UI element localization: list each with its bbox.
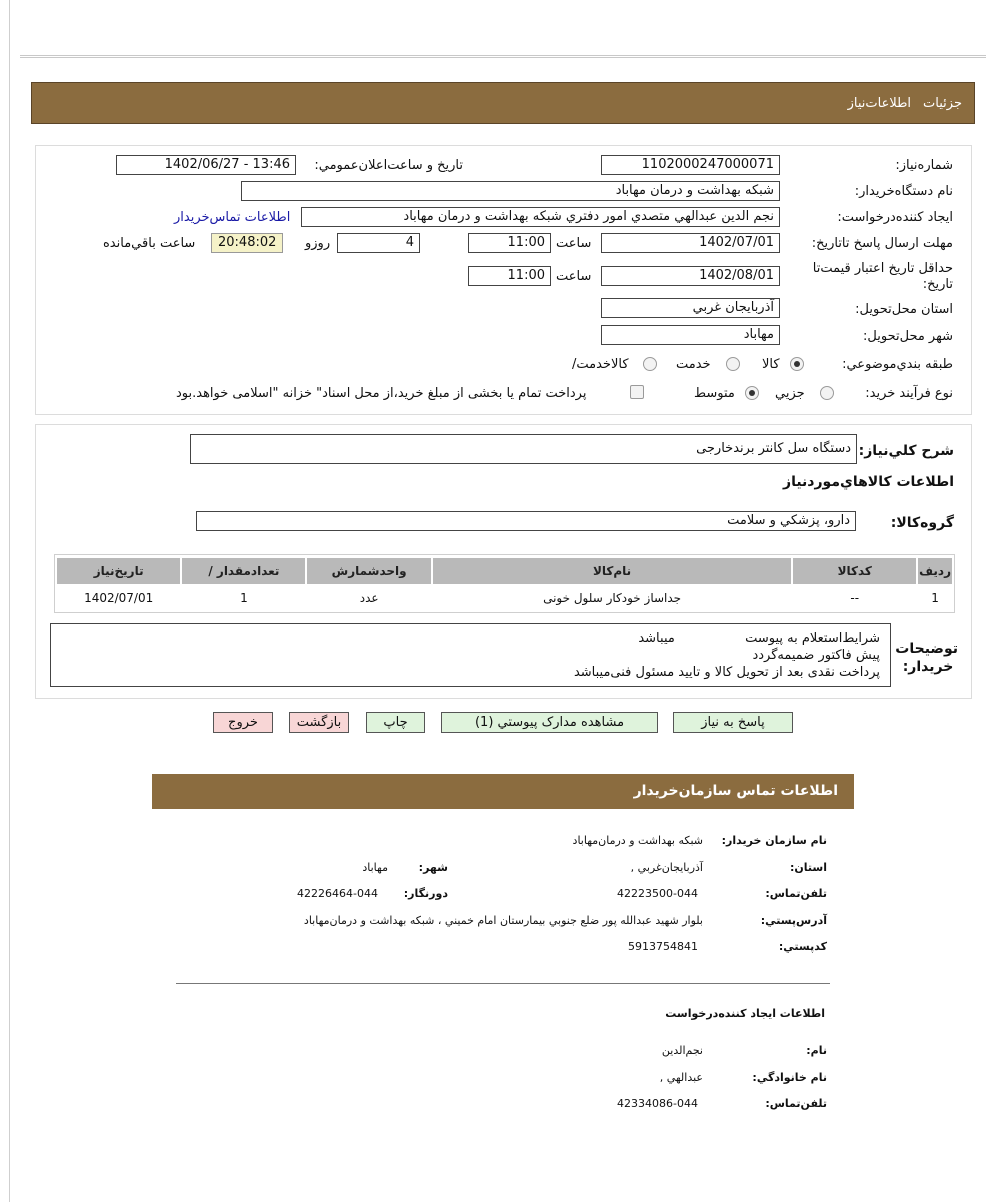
cell-code: -- [793,586,916,610]
deadline-date-field: 1402/07/01 [601,233,780,253]
back-button[interactable]: بازگشت [289,712,349,733]
left-border-line [9,0,10,1202]
general-desc-label: شرح کلي‌نياز: [858,443,954,459]
radio-partial-label: جزيي [775,386,805,401]
contact-org-value: شبکه بهداشت و درمان‌مهاباد [572,834,703,847]
col-code: کدکالا [793,558,916,584]
province-label: استان محل‌تحويل: [855,302,953,317]
announce-field: 1402/06/27 - 13:46 [116,155,296,175]
col-qty: تعدادمقدار / [182,558,305,584]
validity-label: حداقل تاريخ اعتبار ‌قيمت‌تا تاريخ: [812,261,953,292]
countdown-timer: 20:48:02 [211,233,283,253]
col-date: تاريخ‌نياز [57,558,180,584]
payment-note: پرداخت تمام يا بخشی از مبلغ خريد،از محل اسناد" خزانه "اسلامی خواهد.بود [176,386,587,401]
days-field: 4 [337,233,420,253]
treasury-checkbox[interactable] [630,385,644,399]
creator-family-label: نام خانوادگي: [752,1071,827,1084]
radio-service[interactable] [726,357,740,371]
creator-field: نجم الدين عبدالهي متصدي امور دفتري شبکه بهداشت و درمان مهاباد [301,207,780,227]
announce-label: تاريخ و ساعت‌اعلان‌عمومي: [314,158,463,173]
contact-address-value: بلوار شهيد عبدالله پور ضلع جنوبي بيمارستان امام خميني ، شبکه بهداشت و درمان‌مهاباد [303,914,703,927]
table-row [57,586,952,610]
print-button[interactable]: چاپ [366,712,425,733]
creator-label: ايجاد کننده‌درخواست: [837,210,953,225]
cell-qty: 1 [182,586,305,610]
creator-phone-label: تلفن‌تماس: [765,1097,827,1110]
cell-date: 1402/07/01 [57,586,180,610]
province-field: آذربايجان غربي [601,298,780,318]
radio-goods-service[interactable] [643,357,657,371]
contact-province-value: آذربايجان‌غربي , [630,861,703,874]
col-unit: واحدشمارش [307,558,430,584]
contact-address-label: آدرس‌پستي: [760,914,827,927]
deadline-hour-label: ساعت [556,236,592,251]
radio-goods-label: کالا [762,357,780,372]
contact-divider [176,983,830,984]
top-divider [20,55,986,58]
cell-unit: عدد [307,586,430,610]
cell-row: 1 [918,586,952,610]
city-field: مهاباد [601,325,780,345]
contact-city-label: شهر: [418,861,448,874]
contact-fax-label: دورنگار: [403,887,448,900]
need-number-label: شماره‌نياز: [895,158,953,173]
cell-name: جداساز خودکار سلول خونی [433,586,792,610]
exit-button[interactable]: خروج [213,712,273,733]
creator-name-value: نجم‌الدين [661,1044,703,1057]
need-number-field: 1102000247000071 [601,155,780,175]
contact-phone-value: 42223500-044 [617,887,698,900]
buyer-label: نام دستگاه‌خريدار: [854,184,953,199]
contact-phone-label: تلفن‌تماس: [765,887,827,900]
buyer-note-line: پرداخت نقدی بعد از تحويل کالا و تاييد مسئول فنی‌ميباشد [573,665,880,680]
buyer-contact-link[interactable]: اطلاعات تماس‌خريدار [174,210,291,225]
radio-goods-service-label: کالا‌خدمت/ [572,357,629,372]
radio-service-label: خدمت [676,357,711,372]
buyer-note-line: شرايط‌استعلام به پيوست ميباشد [638,631,880,646]
radio-partial[interactable] [820,386,834,400]
creator-info-title: اطلاعات ايجاد کننده‌درخواست [665,1007,825,1020]
buyer-notes-box [50,623,891,687]
buyer-field: شبکه بهداشت و درمان مهاباد [241,181,780,201]
radio-goods[interactable] [790,357,804,371]
validity-hour-label: ساعت [556,269,592,284]
goods-info-title: اطلاعات کالاهاي‌موردنياز [783,474,954,490]
deadline-time-field: 11:00 [468,233,551,253]
col-row: رديف [918,558,952,584]
contact-postal-label: کدپستي: [778,940,827,953]
table-header-row [57,558,952,584]
city-label: شهر محل‌تحويل: [863,329,953,344]
deadline-label: مهلت ارسال ‌پاسخ تا‌تاريخ: [811,236,953,251]
buyer-note-line: پيش فاکتور ضميمه‌گردد [752,648,880,663]
contact-province-label: استان: [790,861,827,874]
tab-details[interactable]: جزئيات [923,95,962,111]
validity-date-field: 1402/08/01 [601,266,780,286]
creator-family-value: عبدالهي , [659,1071,703,1084]
goods-table [55,556,954,612]
goods-group-field: دارو، پزشکي و سلامت [196,511,856,531]
remaining-label: ساعت باقي‌مانده [103,236,196,251]
contact-org-label: نام سازمان‌ خريدار: [721,834,827,847]
attachments-button[interactable]: مشاهده مدارک پيوستي (1) [441,712,658,733]
radio-medium-label: متوسط [694,386,735,401]
days-label: روزو [305,236,331,251]
creator-phone-value: 42334086-044 [617,1097,698,1110]
goods-group-label: گروه‌کالا: [890,515,954,531]
tab-need-info[interactable]: اطلاعات‌نياز [847,95,912,111]
buyer-notes-label: توضيحات خريدار: [895,641,958,675]
validity-time-field: 11:00 [468,266,551,286]
contact-postal-value: 5913754841 [628,940,698,953]
col-name: نام‌کالا [433,558,792,584]
reply-button[interactable]: پاسخ به نياز [673,712,793,733]
contact-city-value: مهاباد [362,861,388,874]
creator-name-label: نام: [806,1044,827,1057]
radio-medium[interactable] [745,386,759,400]
process-label: نوع فرآيند‌ خريد: [865,386,953,401]
section-header [31,82,975,124]
category-label: طبقه بندي‌موضوعي: [842,357,953,372]
contact-fax-value: 42226464-044 [297,887,378,900]
contact-section-header: اطلاعات تماس سازمان‌خريدار [152,774,854,809]
general-desc-field: دستگاه سل کانتر برندخارجی [190,434,857,464]
